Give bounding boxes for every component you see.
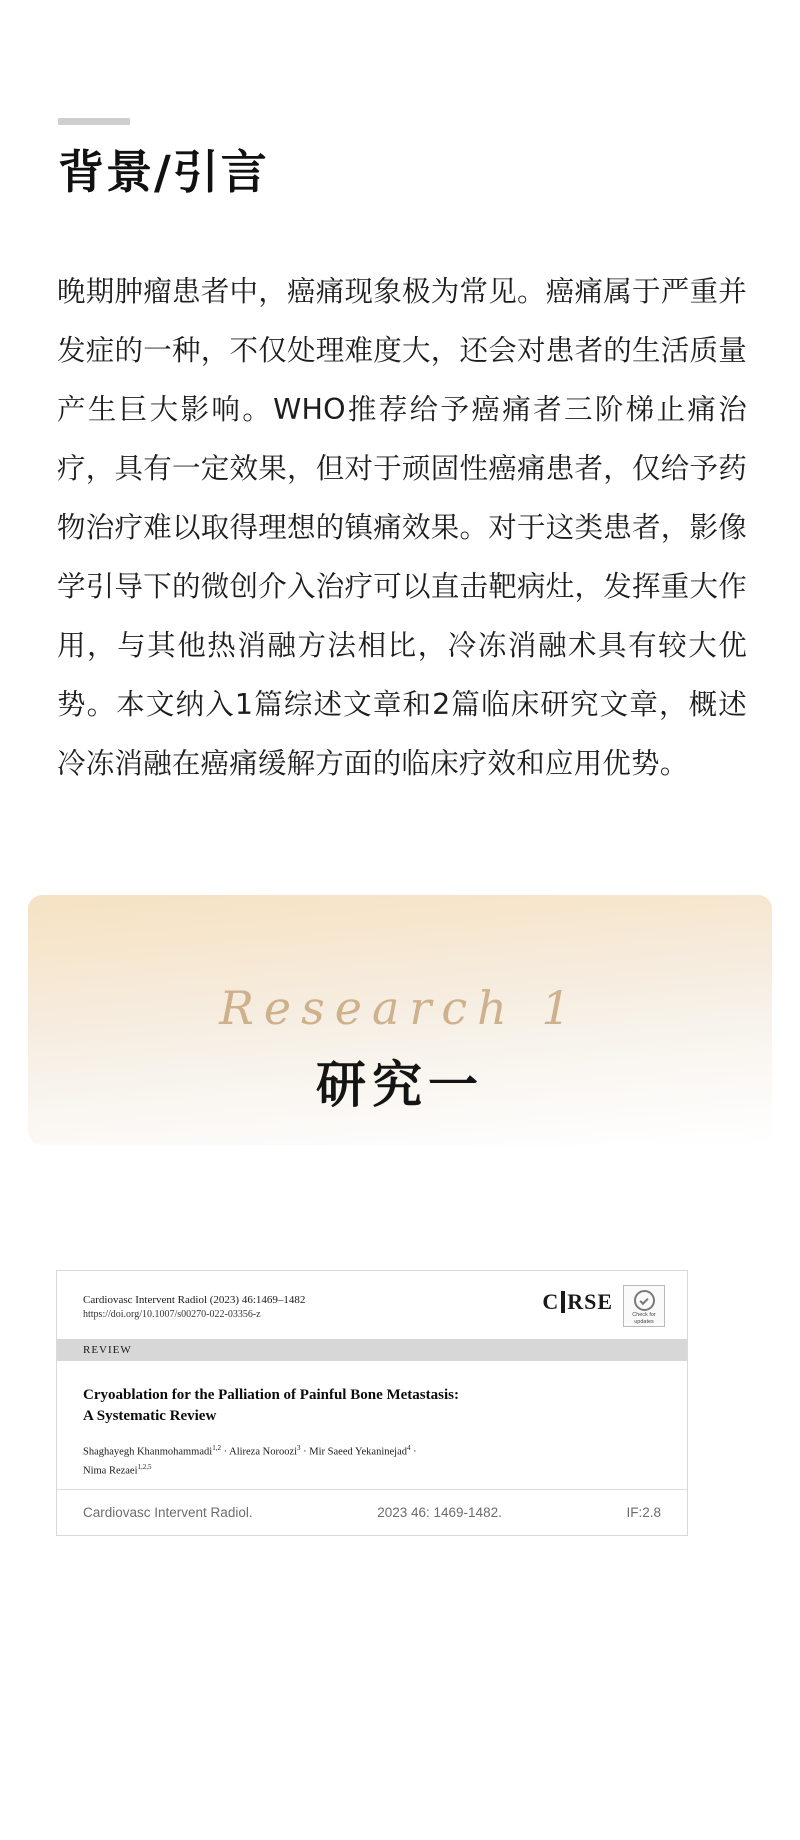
banner-script-label: Research 1 <box>219 981 581 1035</box>
paper-authors-line-2 <box>83 1460 661 1479</box>
author-1-affil: 1,2 <box>212 1444 221 1452</box>
paper-preview-inner <box>57 1271 687 1535</box>
paper-header <box>57 1271 687 1329</box>
cirse-logo-bar <box>561 1291 565 1313</box>
heading-rule <box>58 118 130 125</box>
footer-citation: 2023 46: 1469-1482. <box>377 1505 502 1520</box>
paper-authors-line-1 <box>83 1441 661 1460</box>
banner-chinese-label: 研究一 <box>316 1055 484 1114</box>
paper-title-line-2: A Systematic Review <box>83 1408 217 1424</box>
check-circle-icon <box>634 1290 655 1311</box>
section-header <box>58 118 748 198</box>
author-2-affil: 3 <box>297 1444 301 1452</box>
author-3-affil: 4 <box>406 1444 411 1452</box>
cirse-logo <box>542 1289 613 1315</box>
check-for-updates-badge <box>623 1285 665 1327</box>
cirse-logo-text: C <box>542 1289 560 1314</box>
author-sep-1: · Alireza Noroozi <box>220 1446 298 1458</box>
author-sep-3: · <box>410 1446 417 1458</box>
paper-authors <box>83 1441 661 1478</box>
paper-preview-card[interactable] <box>56 1270 688 1536</box>
paper-title-line-1: Cryoablation for the Palliation of Painful Bone Metastasis: <box>83 1387 459 1403</box>
cirse-logo-text-2: RSE <box>567 1289 613 1314</box>
paper-footer <box>57 1489 687 1535</box>
author-4-name: Nima Rezaei <box>83 1465 138 1476</box>
paper-journal-line: Cardiovasc Intervent Radiol (2023) 46:1469–1482 <box>83 1294 306 1306</box>
article-type-bar: REVIEW <box>57 1339 687 1361</box>
paper-doi-line: https://doi.org/10.1007/s00270-022-03356-z <box>83 1309 261 1320</box>
author-sep-2: · Mir Saeed Yekaninejad <box>300 1446 407 1458</box>
check-for-updates-label: Check for updates <box>632 1312 656 1325</box>
footer-impact-factor: IF:2.8 <box>626 1505 661 1520</box>
footer-journal: Cardiovasc Intervent Radiol. <box>83 1505 253 1520</box>
research-banner <box>28 895 772 1145</box>
author-4-affil: 1,2,5 <box>137 1462 152 1471</box>
page-title: 背景/引言 <box>58 145 269 199</box>
paper-title <box>83 1385 661 1427</box>
author-1-name: Shaghayegh Khanmohammadi <box>83 1446 213 1458</box>
body-paragraph: 晚期肿瘤患者中，癌痛现象极为常见。癌痛属于严重并发症的一种，不仅处理难度大，还会对患者的生活质量产生巨大影响。WHO推荐给予癌痛者三阶梯止痛治疗，具有一定效果，但对于顽固性癌痛患者，仅给予药物治疗难以取得理想的镇痛效果。对于这类患者，影像学引导下的微创介入治疗可以直击靶病灶，发挥重大作用，与其他热消融方法相比，冷冻消融术具有较大优势。本文纳入1篇综述文章和2篇临床研究文章，概述冷冻消融在癌痛缓解方面的临床疗效和应用优势。 <box>57 275 747 780</box>
